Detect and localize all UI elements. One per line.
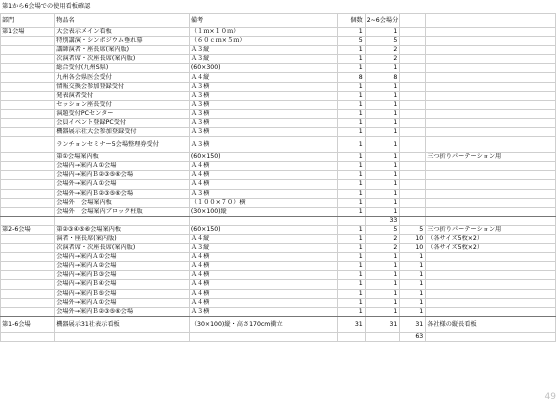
cell-note: Ａ４横 — [189, 271, 337, 280]
cell-remark — [426, 216, 556, 225]
header-empty-2 — [426, 14, 556, 28]
cell-dept — [1, 128, 55, 137]
cell-remark — [426, 289, 556, 298]
cell-total — [400, 28, 426, 37]
cell-count: 1 — [337, 55, 365, 64]
cell-remark: （各サイズ5枚×2） — [426, 244, 556, 253]
cell-remark — [426, 180, 556, 189]
table-row — [1, 46, 556, 55]
cell-total — [400, 64, 426, 73]
cell-remark — [426, 28, 556, 37]
header-note: 備考 — [189, 14, 337, 28]
table-row — [1, 73, 556, 82]
cell-count: 1 — [337, 262, 365, 271]
cell-note: Ａ３横 — [189, 100, 337, 109]
cell-count: 1 — [337, 128, 365, 137]
cell-count: 1 — [337, 225, 365, 234]
cell-total: 1 — [400, 289, 426, 298]
cell-total: 1 — [400, 253, 426, 262]
cell-note: Ａ４横 — [189, 162, 337, 171]
signage-table — [0, 13, 556, 342]
table-row — [1, 153, 556, 162]
cell-item: 会場外→案内Ｂ②③⑤⑥会場 — [55, 307, 190, 316]
cell-item: 会場内→案内Ｂ②③⑤⑥会場 — [55, 171, 190, 180]
cell-total — [400, 180, 426, 189]
cell-count — [337, 216, 365, 225]
cell-count: 1 — [337, 298, 365, 307]
table-row — [1, 171, 556, 180]
cell-count: 1 — [337, 234, 365, 243]
cell-remark — [426, 207, 556, 216]
cell-qty: 1 — [365, 162, 400, 171]
cell-dept: 第1-6会場 — [1, 316, 55, 332]
cell-remark — [426, 91, 556, 100]
cell-item: 会場外→案内Ａ①会場 — [55, 298, 190, 307]
cell-dept — [1, 100, 55, 109]
table-row — [1, 180, 556, 189]
cell-dept — [1, 298, 55, 307]
cell-note: Ａ３縦 — [189, 55, 337, 64]
cell-total — [400, 91, 426, 100]
cell-qty: 2 — [365, 244, 400, 253]
table-row — [1, 82, 556, 91]
cell-note: Ａ３横 — [189, 137, 337, 153]
cell-dept — [1, 46, 55, 55]
cell-remark — [426, 171, 556, 180]
cell-item: 会場内→案内Ａ①会場 — [55, 253, 190, 262]
cell-total — [400, 46, 426, 55]
table-row — [1, 198, 556, 207]
cell-total — [400, 118, 426, 127]
cell-item: 特別講演・シンポジウム垂れ幕 — [55, 37, 190, 46]
cell-note: Ａ４横 — [189, 180, 337, 189]
table-row — [1, 91, 556, 100]
header-item: 物品名 — [55, 14, 190, 28]
cell-total — [400, 207, 426, 216]
cell-item: 会場内→案内Ｂ③会場 — [55, 271, 190, 280]
cell-item: 発表演者受付 — [55, 91, 190, 100]
cell-qty: 1 — [365, 262, 400, 271]
cell-total — [400, 55, 426, 64]
cell-dept — [1, 64, 55, 73]
cell-remark — [426, 253, 556, 262]
cell-dept — [1, 216, 55, 225]
cell-qty — [365, 332, 400, 341]
header-venue: 2~6会場分 — [365, 14, 400, 28]
cell-dept — [1, 207, 55, 216]
table-row — [1, 100, 556, 109]
cell-dept — [1, 262, 55, 271]
cell-remark — [426, 189, 556, 198]
cell-total: 5 — [400, 225, 426, 234]
table-row — [1, 332, 556, 341]
cell-remark — [426, 280, 556, 289]
cell-item: 会場外→案内Ｂ②③⑤⑥会場 — [55, 189, 190, 198]
cell-item: 機器展示31社表示看板 — [55, 316, 190, 332]
cell-dept: 第2-6会場 — [1, 225, 55, 234]
cell-note: Ａ４横 — [189, 262, 337, 271]
cell-remark — [426, 82, 556, 91]
cell-note: Ａ３横 — [189, 109, 337, 118]
cell-note: (30×100)縦 — [189, 207, 337, 216]
table-row — [1, 271, 556, 280]
cell-remark — [426, 55, 556, 64]
cell-remark — [426, 198, 556, 207]
table-row — [1, 128, 556, 137]
cell-total — [400, 153, 426, 162]
table-row — [1, 207, 556, 216]
cell-note: (60×300) — [189, 64, 337, 73]
cell-item: 次演者席・次座長席(案内版) — [55, 55, 190, 64]
cell-qty: 1 — [365, 280, 400, 289]
cell-remark — [426, 271, 556, 280]
table-row — [1, 244, 556, 253]
cell-dept — [1, 137, 55, 153]
table-row — [1, 64, 556, 73]
cell-count — [337, 332, 365, 341]
cell-note: Ａ４横 — [189, 171, 337, 180]
cell-item: 会場外 会場案内ブロック柱版 — [55, 207, 190, 216]
cell-count: 1 — [337, 171, 365, 180]
cell-qty: 1 — [365, 307, 400, 316]
cell-qty: 1 — [365, 100, 400, 109]
table-row — [1, 289, 556, 298]
cell-remark — [426, 307, 556, 316]
cell-item: 演者・座長席(案内版) — [55, 234, 190, 243]
cell-dept — [1, 280, 55, 289]
cell-count: 31 — [337, 316, 365, 332]
cell-dept — [1, 271, 55, 280]
cell-count: 1 — [337, 137, 365, 153]
cell-dept — [1, 189, 55, 198]
cell-item — [55, 216, 190, 225]
cell-total — [400, 171, 426, 180]
cell-total — [400, 189, 426, 198]
cell-dept — [1, 91, 55, 100]
cell-remark: 三つ折りパーテーション用 — [426, 225, 556, 234]
cell-dept — [1, 162, 55, 171]
cell-qty: 1 — [365, 180, 400, 189]
header-count: 個数 — [337, 14, 365, 28]
cell-item: 会場内→案内Ｂ⑤会場 — [55, 289, 190, 298]
cell-qty: 1 — [365, 207, 400, 216]
cell-remark: 三つ折りパーテーション用 — [426, 153, 556, 162]
cell-dept — [1, 118, 55, 127]
cell-total: 1 — [400, 262, 426, 271]
cell-dept — [1, 55, 55, 64]
cell-item: 会場内→案内Ａ①会場 — [55, 162, 190, 171]
cell-item: 会場外 会場案内板 — [55, 198, 190, 207]
cell-item: 演題受付PCセンター — [55, 109, 190, 118]
cell-dept — [1, 109, 55, 118]
cell-note: Ａ４縦 — [189, 73, 337, 82]
cell-dept — [1, 253, 55, 262]
cell-remark — [426, 128, 556, 137]
cell-count: 8 — [337, 73, 365, 82]
cell-qty: 1 — [365, 298, 400, 307]
cell-count: 1 — [337, 189, 365, 198]
cell-count: 1 — [337, 153, 365, 162]
cell-note: Ａ３横 — [189, 91, 337, 100]
table-row — [1, 225, 556, 234]
cell-note — [189, 216, 337, 225]
table-row — [1, 298, 556, 307]
cell-note: Ａ４横 — [189, 253, 337, 262]
cell-total: 63 — [400, 332, 426, 341]
cell-item: 会場内→案内Ａ②会場 — [55, 262, 190, 271]
cell-remark — [426, 100, 556, 109]
cell-total: 31 — [400, 316, 426, 332]
cell-dept — [1, 234, 55, 243]
cell-note: Ａ３縦 — [189, 244, 337, 253]
cell-note: Ａ３横 — [189, 189, 337, 198]
cell-count: 1 — [337, 118, 365, 127]
cell-remark — [426, 37, 556, 46]
cell-remark — [426, 262, 556, 271]
cell-count: 1 — [337, 244, 365, 253]
cell-item: セッション座長受付 — [55, 100, 190, 109]
cell-dept — [1, 289, 55, 298]
cell-remark — [426, 64, 556, 73]
cell-remark — [426, 332, 556, 341]
cell-item: 総合受付(九州S県) — [55, 64, 190, 73]
cell-qty: 1 — [365, 289, 400, 298]
cell-total — [400, 109, 426, 118]
cell-count: 1 — [337, 28, 365, 37]
cell-remark — [426, 137, 556, 153]
cell-qty: 1 — [365, 253, 400, 262]
table-row — [1, 28, 556, 37]
page-number: 49 — [544, 392, 556, 402]
cell-count: 1 — [337, 162, 365, 171]
cell-item: 大会表示メイン看板 — [55, 28, 190, 37]
cell-note: (60×150) — [189, 225, 337, 234]
cell-note: Ａ３横 — [189, 82, 337, 91]
cell-item: 講師演者・座長席(案内版) — [55, 46, 190, 55]
cell-item: ランチョンセミナー5会場整理券受付 — [55, 137, 190, 153]
cell-note — [189, 332, 337, 341]
cell-dept — [1, 244, 55, 253]
cell-item: 第②③④⑤⑥会場案内板 — [55, 225, 190, 234]
table-row — [1, 137, 556, 153]
table-row — [1, 37, 556, 46]
cell-total: 10 — [400, 234, 426, 243]
cell-count: 1 — [337, 100, 365, 109]
cell-qty: 1 — [365, 128, 400, 137]
cell-item: 九州各会県医会受付 — [55, 73, 190, 82]
cell-dept — [1, 198, 55, 207]
cell-qty: 5 — [365, 37, 400, 46]
cell-total — [400, 37, 426, 46]
cell-qty: 1 — [365, 64, 400, 73]
table-row — [1, 216, 556, 225]
header-row — [1, 14, 556, 28]
cell-remark — [426, 298, 556, 307]
cell-note: Ａ４横 — [189, 280, 337, 289]
cell-remark — [426, 73, 556, 82]
cell-item: 第①会場案内板 — [55, 153, 190, 162]
cell-count: 1 — [337, 307, 365, 316]
cell-qty: 31 — [365, 316, 400, 332]
cell-qty: 1 — [365, 153, 400, 162]
cell-qty: 1 — [365, 137, 400, 153]
cell-item: 次演者席・次座長席(案内版) — [55, 244, 190, 253]
cell-remark: 各社様の縦長看板 — [426, 316, 556, 332]
cell-item: 会場内→案内Ｂ④会場 — [55, 280, 190, 289]
cell-qty: 1 — [365, 118, 400, 127]
cell-count: 1 — [337, 91, 365, 100]
cell-dept — [1, 307, 55, 316]
cell-total — [400, 73, 426, 82]
cell-total — [400, 162, 426, 171]
cell-dept: 第1会場 — [1, 28, 55, 37]
cell-total — [400, 198, 426, 207]
cell-total — [400, 137, 426, 153]
cell-total — [400, 100, 426, 109]
cell-total: 1 — [400, 298, 426, 307]
cell-total: 1 — [400, 307, 426, 316]
cell-count: 1 — [337, 289, 365, 298]
cell-note: Ａ４横 — [189, 289, 337, 298]
sheet-title: 第1から6会場での使用看板確認 — [2, 3, 91, 10]
cell-count: 1 — [337, 180, 365, 189]
table-row — [1, 118, 556, 127]
cell-qty: 1 — [365, 271, 400, 280]
header-empty-1 — [400, 14, 426, 28]
cell-item — [55, 332, 190, 341]
cell-qty: 2 — [365, 55, 400, 64]
cell-item: 機器展示社大会参加登録受付 — [55, 128, 190, 137]
cell-note: Ａ３横 — [189, 128, 337, 137]
cell-qty: 1 — [365, 198, 400, 207]
cell-count: 1 — [337, 253, 365, 262]
table-row — [1, 307, 556, 316]
cell-count: 1 — [337, 271, 365, 280]
cell-note: （１００×７０）横 — [189, 198, 337, 207]
table-row — [1, 109, 556, 118]
cell-qty: 1 — [365, 189, 400, 198]
cell-note: Ａ３横 — [189, 307, 337, 316]
cell-remark — [426, 46, 556, 55]
table-row — [1, 262, 556, 271]
cell-count: 1 — [337, 64, 365, 73]
table-row — [1, 316, 556, 332]
cell-note: Ａ３縦 — [189, 46, 337, 55]
cell-count: 5 — [337, 37, 365, 46]
table-row — [1, 189, 556, 198]
cell-qty: 2 — [365, 46, 400, 55]
cell-count: 1 — [337, 280, 365, 289]
cell-remark — [426, 162, 556, 171]
cell-item: 情報交換会参加登録受付 — [55, 82, 190, 91]
cell-dept — [1, 332, 55, 341]
cell-qty: 8 — [365, 73, 400, 82]
cell-count: 1 — [337, 198, 365, 207]
cell-dept — [1, 37, 55, 46]
cell-note: Ａ４横 — [189, 298, 337, 307]
cell-dept — [1, 82, 55, 91]
cell-item: 会場外→案内Ａ①会場 — [55, 180, 190, 189]
cell-total — [400, 128, 426, 137]
cell-item: 会員イベント登録PC受付 — [55, 118, 190, 127]
cell-note: Ａ３横 — [189, 118, 337, 127]
cell-note: （６０ｃｍ×５ｍ） — [189, 37, 337, 46]
cell-note: （１ｍ×１０ｍ） — [189, 28, 337, 37]
cell-total — [400, 216, 426, 225]
cell-qty: 33 — [365, 216, 400, 225]
cell-qty: 2 — [365, 234, 400, 243]
cell-count: 1 — [337, 109, 365, 118]
cell-qty: 1 — [365, 28, 400, 37]
cell-count: 1 — [337, 46, 365, 55]
cell-note: (60×150) — [189, 153, 337, 162]
cell-note: Ａ４縦 — [189, 234, 337, 243]
cell-remark: （各サイズ5枚×2） — [426, 234, 556, 243]
table-row — [1, 234, 556, 243]
cell-dept — [1, 73, 55, 82]
table-row — [1, 162, 556, 171]
table-row — [1, 253, 556, 262]
table-row — [1, 280, 556, 289]
cell-count: 1 — [337, 207, 365, 216]
cell-total: 10 — [400, 244, 426, 253]
cell-remark — [426, 118, 556, 127]
cell-total: 1 — [400, 280, 426, 289]
table-row — [1, 55, 556, 64]
cell-dept — [1, 180, 55, 189]
cell-qty: 5 — [365, 225, 400, 234]
cell-dept — [1, 171, 55, 180]
cell-total — [400, 82, 426, 91]
cell-dept — [1, 153, 55, 162]
header-dept: 部門 — [1, 14, 55, 28]
cell-total: 1 — [400, 271, 426, 280]
cell-qty: 1 — [365, 91, 400, 100]
cell-qty: 1 — [365, 82, 400, 91]
cell-count: 1 — [337, 82, 365, 91]
cell-note: （30×100)縦・高さ170cm衝立 — [189, 316, 337, 332]
cell-qty: 1 — [365, 109, 400, 118]
cell-remark — [426, 109, 556, 118]
cell-qty: 1 — [365, 171, 400, 180]
